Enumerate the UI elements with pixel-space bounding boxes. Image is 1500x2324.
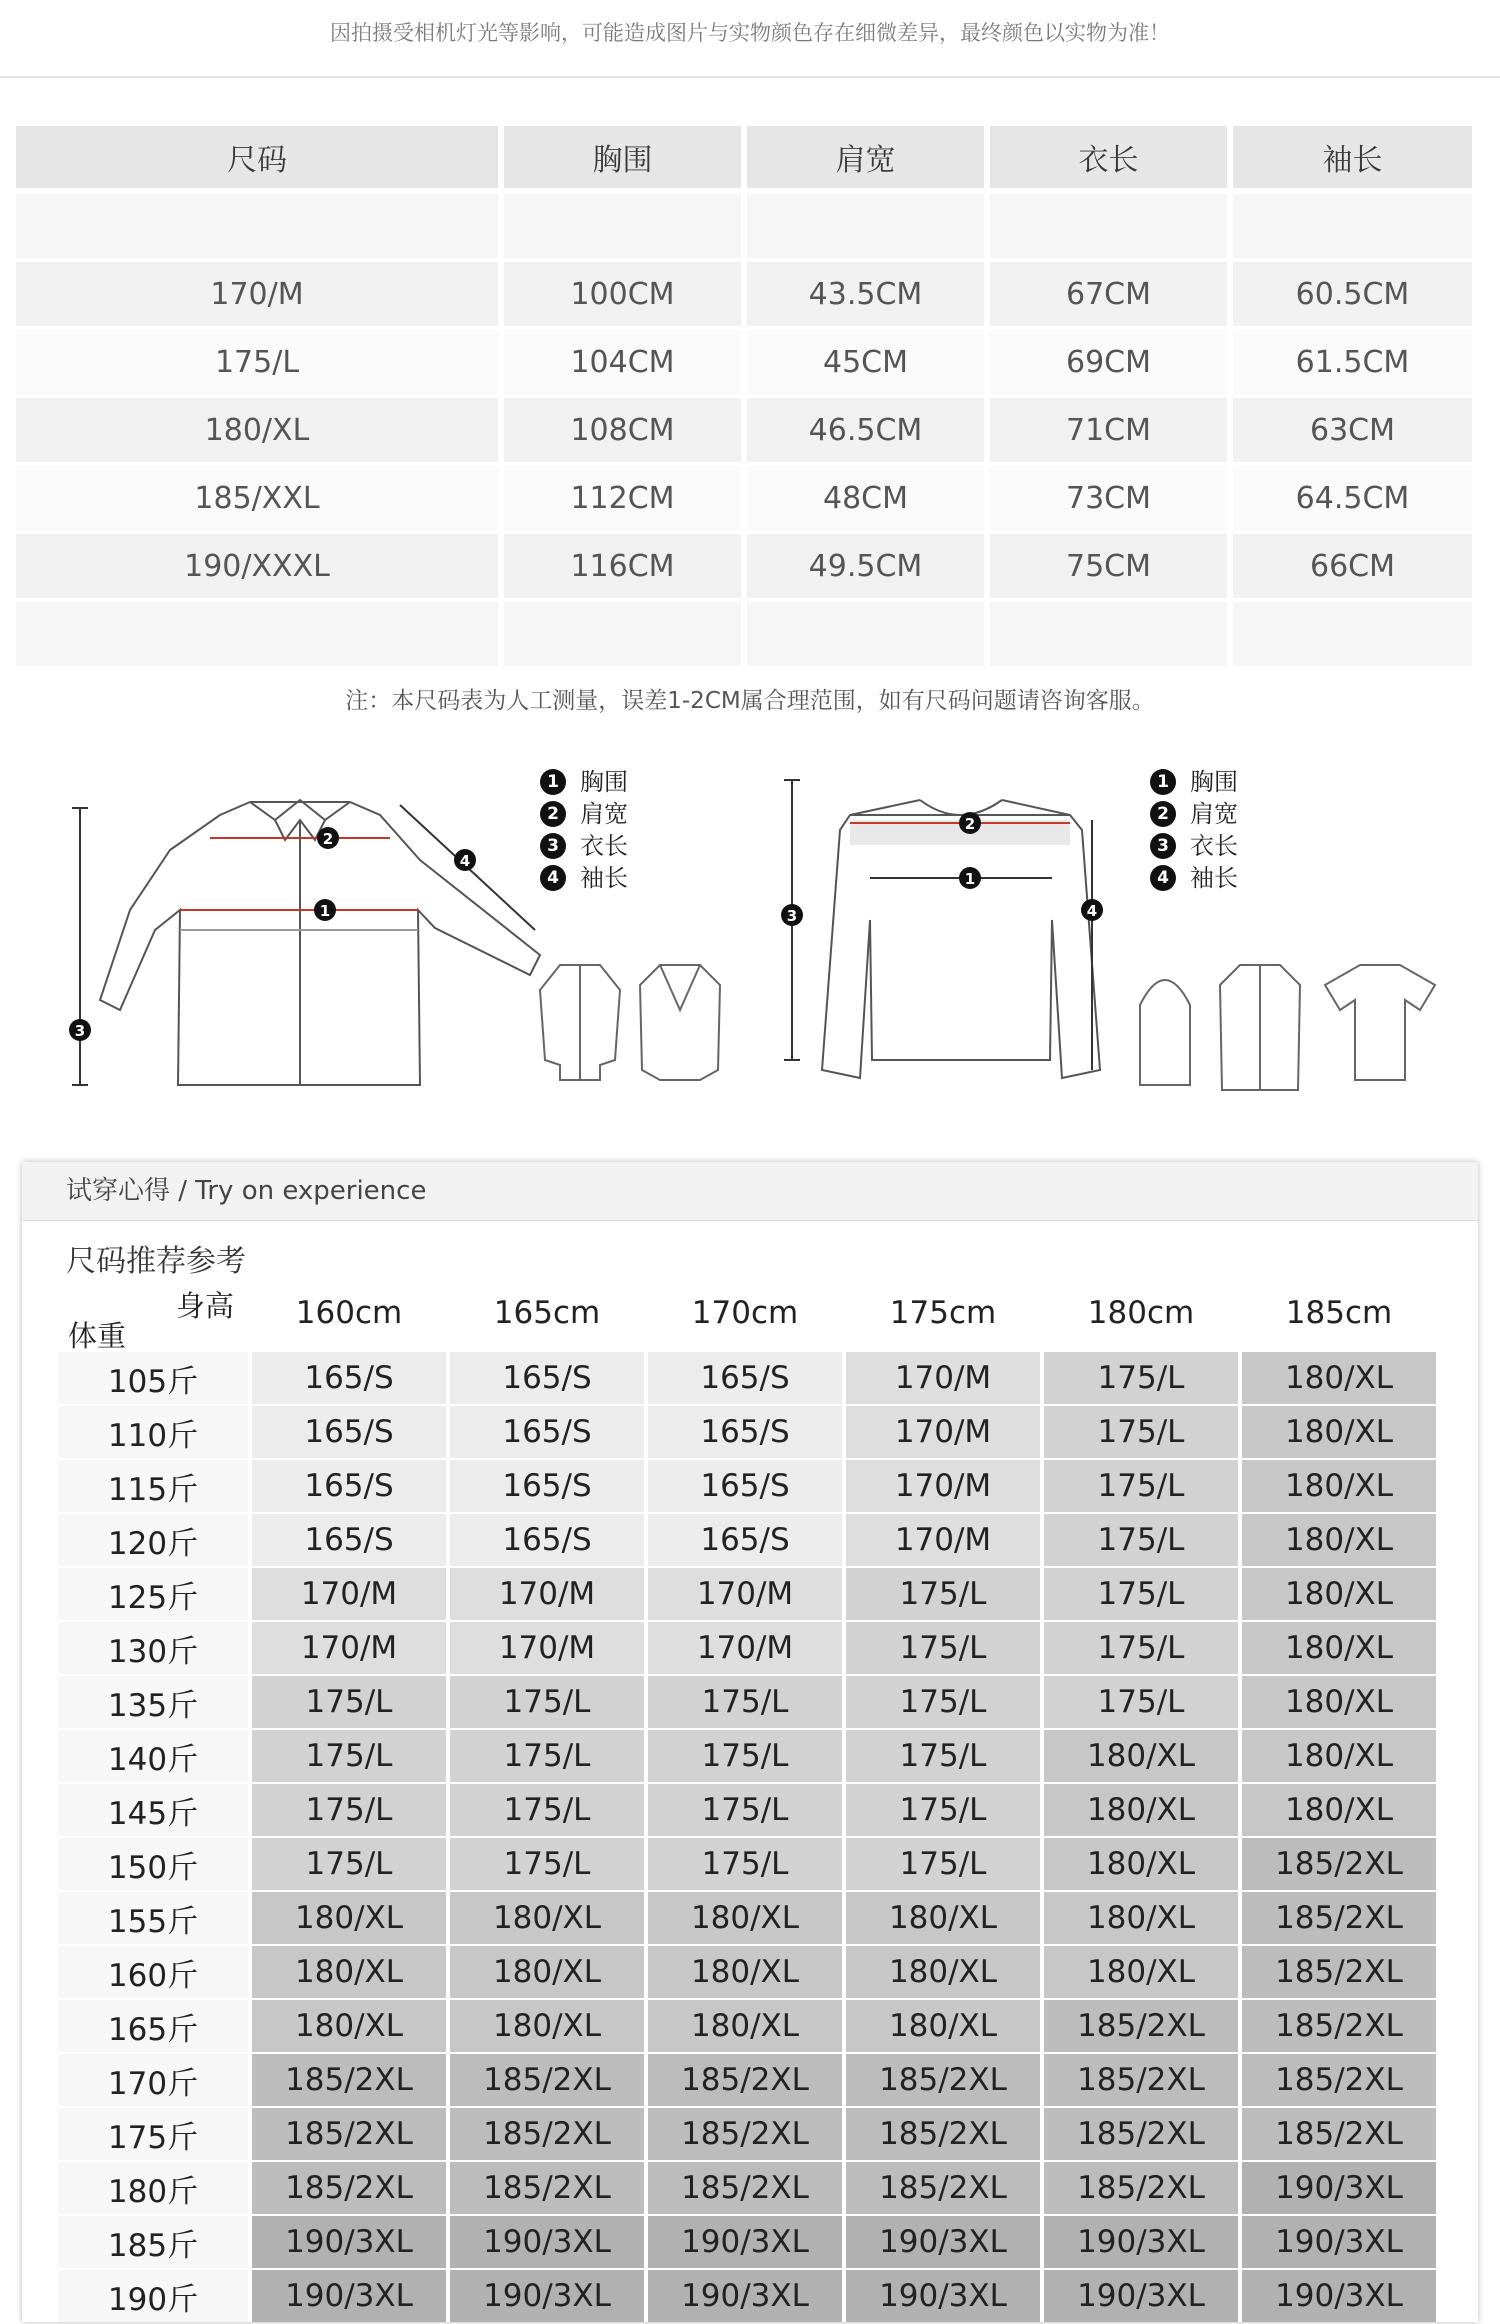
recommended-size-cell: 170/M — [846, 1514, 1040, 1566]
recommended-size-cell: 175/L — [648, 1784, 842, 1836]
recommendation-row — [58, 1568, 1440, 1620]
recommendation-row — [58, 2270, 1440, 2322]
recommended-size-cell: 180/XL — [1044, 1730, 1238, 1782]
recommended-size-cell: 180/XL — [846, 1946, 1040, 1998]
sweater-measurement-diagram — [770, 760, 1470, 1100]
recommended-size-cell: 190/3XL — [1242, 2270, 1436, 2322]
recommended-size-cell: 175/L — [846, 1676, 1040, 1728]
recommended-size-cell: 180/XL — [450, 2000, 644, 2052]
header-sleeve: 袖长 — [1233, 126, 1472, 188]
recommendation-row — [58, 2162, 1440, 2214]
recommendation-row — [58, 2054, 1440, 2106]
cell-sleeve: 60.5CM — [1233, 262, 1472, 326]
recommended-size-cell: 180/XL — [846, 2000, 1040, 2052]
marker-3: 3 — [786, 907, 798, 925]
recommended-size-cell: 175/L — [450, 1838, 644, 1890]
legend-label-shoulder: 肩宽 — [580, 800, 628, 828]
cell-chest: 104CM — [504, 330, 741, 394]
recommended-size-cell: 190/3XL — [846, 2216, 1040, 2268]
cell-size: 175/L — [16, 330, 498, 394]
blank-cell — [747, 194, 984, 258]
recommendation-row — [58, 1406, 1440, 1458]
recommended-size-cell: 165/S — [252, 1352, 446, 1404]
marker-1: 1 — [319, 902, 331, 920]
recommended-size-cell: 175/L — [1044, 1568, 1238, 1620]
recommended-size-cell: 180/XL — [450, 1946, 644, 1998]
recommended-size-cell: 185/2XL — [648, 2162, 842, 2214]
blank-cell — [504, 194, 741, 258]
recommended-size-cell: 170/M — [846, 1406, 1040, 1458]
recommended-size-cell: 175/L — [846, 1622, 1040, 1674]
recommendation-row — [58, 1460, 1440, 1512]
shirt-illustration — [60, 760, 760, 1100]
recommended-size-cell: 180/XL — [1242, 1514, 1436, 1566]
recommended-size-cell: 175/L — [648, 1838, 842, 1890]
weight-label: 160斤 — [58, 1946, 248, 1998]
recommended-size-cell: 165/S — [450, 1352, 644, 1404]
legend-label-shoulder: 肩宽 — [1190, 800, 1238, 828]
recommended-size-cell: 185/2XL — [846, 2054, 1040, 2106]
recommended-size-cell: 185/2XL — [1242, 1838, 1436, 1890]
recommended-size-cell: 170/M — [648, 1568, 842, 1620]
shirt-measurement-diagram — [60, 760, 760, 1100]
recommended-size-cell: 175/L — [1044, 1514, 1238, 1566]
recommended-size-cell: 175/L — [252, 1784, 446, 1836]
recommended-size-cell: 180/XL — [1044, 1946, 1238, 1998]
recommended-size-cell: 175/L — [846, 1568, 1040, 1620]
recommendation-grid — [58, 1280, 1440, 2324]
recommended-size-cell: 180/XL — [252, 1946, 446, 1998]
size-chart-table — [16, 126, 1484, 670]
weight-label: 110斤 — [58, 1406, 248, 1458]
recommended-size-cell: 175/L — [1044, 1460, 1238, 1512]
blank-cell — [1233, 602, 1472, 666]
legend-label-length: 衣长 — [1190, 832, 1238, 860]
recommended-size-cell: 175/L — [1044, 1352, 1238, 1404]
cell-sleeve: 63CM — [1233, 398, 1472, 462]
recommendation-row — [58, 1730, 1440, 1782]
legend-label-sleeve: 袖长 — [580, 864, 628, 892]
recommended-size-cell: 185/2XL — [1242, 1946, 1436, 1998]
sweater-legend — [1150, 766, 1238, 894]
weight-label: 175斤 — [58, 2108, 248, 2160]
cell-chest: 100CM — [504, 262, 741, 326]
recommended-size-cell: 165/S — [648, 1514, 842, 1566]
recommended-size-cell: 175/L — [1044, 1406, 1238, 1458]
recommended-size-cell: 185/2XL — [1242, 2108, 1436, 2160]
recommended-size-cell: 170/M — [252, 1568, 446, 1620]
recommended-size-cell: 165/S — [450, 1514, 644, 1566]
recommended-size-cell: 180/XL — [1242, 1406, 1436, 1458]
cell-sleeve: 61.5CM — [1233, 330, 1472, 394]
recommended-size-cell: 185/2XL — [1242, 2000, 1436, 2052]
blank-cell — [990, 602, 1227, 666]
cell-size: 180/XL — [16, 398, 498, 462]
recommended-size-cell: 175/L — [252, 1730, 446, 1782]
recommended-size-cell: 170/M — [252, 1622, 446, 1674]
blank-cell — [1233, 194, 1472, 258]
recommended-size-cell: 190/3XL — [450, 2216, 644, 2268]
cell-shoulder: 49.5CM — [747, 534, 984, 598]
grid-corner-cell — [58, 1280, 248, 1353]
legend-label-sleeve: 袖长 — [1190, 864, 1238, 892]
height-header: 165cm — [450, 1280, 644, 1346]
size-chart-blank-row — [16, 194, 1484, 258]
marker-4: 4 — [1086, 902, 1098, 920]
height-header: 180cm — [1044, 1280, 1238, 1346]
recommended-size-cell: 180/XL — [1242, 1568, 1436, 1620]
blank-cell — [747, 602, 984, 666]
recommended-size-cell: 170/M — [846, 1460, 1040, 1512]
recommended-size-cell: 175/L — [846, 1730, 1040, 1782]
section-title: 试穿心得 / Try on experience — [22, 1162, 1478, 1221]
recommended-size-cell: 185/2XL — [450, 2162, 644, 2214]
recommended-size-cell: 180/XL — [1242, 1460, 1436, 1512]
recommendation-row — [58, 2000, 1440, 2052]
recommended-size-cell: 185/2XL — [450, 2054, 644, 2106]
height-axis-label: 身高 — [176, 1289, 235, 1323]
recommended-size-cell: 180/XL — [1044, 1892, 1238, 1944]
size-chart-row — [16, 466, 1484, 530]
legend-num: 1 — [540, 769, 566, 795]
recommendation-row — [58, 1622, 1440, 1674]
weight-axis-label: 体重 — [68, 1319, 127, 1353]
recommended-size-cell: 180/XL — [252, 1892, 446, 1944]
recommended-size-cell: 175/L — [1044, 1676, 1238, 1728]
recommended-size-cell: 165/S — [450, 1460, 644, 1512]
recommended-size-cell: 175/L — [846, 1838, 1040, 1890]
recommended-size-cell: 165/S — [252, 1406, 446, 1458]
recommended-size-cell: 180/XL — [1044, 1838, 1238, 1890]
recommended-size-cell: 175/L — [1044, 1622, 1238, 1674]
weight-label: 105斤 — [58, 1352, 248, 1404]
cell-size: 190/XXXL — [16, 534, 498, 598]
recommended-size-cell: 180/XL — [648, 2000, 842, 2052]
cell-shoulder: 43.5CM — [747, 262, 984, 326]
shirt-legend — [540, 766, 628, 894]
recommendation-row — [58, 1784, 1440, 1836]
recommended-size-cell: 185/2XL — [252, 2108, 446, 2160]
recommendation-row — [58, 1946, 1440, 1998]
legend-num: 2 — [1150, 801, 1176, 827]
cell-size: 170/M — [16, 262, 498, 326]
recommended-size-cell: 185/2XL — [1044, 2162, 1238, 2214]
recommended-size-cell: 180/XL — [450, 1892, 644, 1944]
recommendation-row — [58, 1892, 1440, 1944]
weight-label: 150斤 — [58, 1838, 248, 1890]
height-header: 185cm — [1242, 1280, 1436, 1346]
recommended-size-cell: 190/3XL — [252, 2270, 446, 2322]
recommended-size-cell: 190/3XL — [1242, 2216, 1436, 2268]
recommended-size-cell: 185/2XL — [648, 2108, 842, 2160]
recommended-size-cell: 190/3XL — [1242, 2162, 1436, 2214]
recommended-size-cell: 190/3XL — [252, 2216, 446, 2268]
recommendation-row — [58, 2108, 1440, 2160]
legend-num: 4 — [540, 865, 566, 891]
marker-4: 4 — [459, 852, 471, 870]
recommended-size-cell: 170/M — [846, 1352, 1040, 1404]
recommendation-row — [58, 1514, 1440, 1566]
recommended-size-cell: 180/XL — [846, 1892, 1040, 1944]
recommended-size-cell: 190/3XL — [846, 2270, 1040, 2322]
recommended-size-cell: 175/L — [252, 1676, 446, 1728]
recommended-size-cell: 165/S — [648, 1352, 842, 1404]
recommended-size-cell: 180/XL — [648, 1946, 842, 1998]
color-disclaimer: 因拍摄受相机灯光等影响，可能造成图片与实物颜色存在细微差异，最终颜色以实物为准！ — [0, 0, 1500, 78]
recommended-size-cell: 180/XL — [252, 2000, 446, 2052]
size-chart-row — [16, 398, 1484, 462]
cell-sleeve: 64.5CM — [1233, 466, 1472, 530]
recommendation-row — [58, 2216, 1440, 2268]
marker-2: 2 — [964, 815, 976, 833]
size-recommendation-panel — [22, 1162, 1478, 2322]
legend-num: 1 — [1150, 769, 1176, 795]
weight-label: 130斤 — [58, 1622, 248, 1674]
recommended-size-cell: 185/2XL — [252, 2054, 446, 2106]
recommended-size-cell: 185/2XL — [1044, 2054, 1238, 2106]
recommended-size-cell: 165/S — [648, 1460, 842, 1512]
recommended-size-cell: 185/2XL — [252, 2162, 446, 2214]
recommended-size-cell: 185/2XL — [846, 2108, 1040, 2160]
recommended-size-cell: 175/L — [450, 1730, 644, 1782]
legend-label-length: 衣长 — [580, 832, 628, 860]
recommended-size-cell: 175/L — [450, 1784, 644, 1836]
size-chart-row — [16, 534, 1484, 598]
recommended-size-cell: 175/L — [450, 1676, 644, 1728]
size-chart-row — [16, 330, 1484, 394]
marker-1: 1 — [964, 870, 976, 888]
recommended-size-cell: 180/XL — [1242, 1676, 1436, 1728]
blank-cell — [504, 602, 741, 666]
cell-length: 71CM — [990, 398, 1227, 462]
header-size: 尺码 — [16, 126, 498, 188]
recommended-size-cell: 165/S — [450, 1406, 644, 1458]
recommended-size-cell: 180/XL — [1044, 1784, 1238, 1836]
cell-size: 185/XXL — [16, 466, 498, 530]
recommended-size-cell: 190/3XL — [1044, 2216, 1238, 2268]
cell-length: 69CM — [990, 330, 1227, 394]
recommended-size-cell: 175/L — [648, 1730, 842, 1782]
weight-label: 115斤 — [58, 1460, 248, 1512]
recommended-size-cell: 185/2XL — [846, 2162, 1040, 2214]
header-chest: 胸围 — [504, 126, 741, 188]
recommended-size-cell: 165/S — [252, 1460, 446, 1512]
header-shoulder: 肩宽 — [747, 126, 984, 188]
recommendation-row — [58, 1676, 1440, 1728]
weight-label: 180斤 — [58, 2162, 248, 2214]
recommended-size-cell: 180/XL — [1242, 1352, 1436, 1404]
cell-chest: 116CM — [504, 534, 741, 598]
recommended-size-cell: 185/2XL — [1044, 2108, 1238, 2160]
recommended-size-cell: 190/3XL — [648, 2216, 842, 2268]
sweater-illustration — [770, 760, 1470, 1100]
recommended-size-cell: 185/2XL — [648, 2054, 842, 2106]
weight-label: 190斤 — [58, 2270, 248, 2322]
weight-label: 170斤 — [58, 2054, 248, 2106]
recommended-size-cell: 180/XL — [648, 1892, 842, 1944]
marker-3: 3 — [74, 1022, 86, 1040]
recommended-size-cell: 180/XL — [1242, 1730, 1436, 1782]
blank-cell — [16, 602, 498, 666]
grid-header-row — [58, 1280, 1440, 1353]
recommended-size-cell: 170/M — [450, 1622, 644, 1674]
cell-shoulder: 45CM — [747, 330, 984, 394]
weight-label: 120斤 — [58, 1514, 248, 1566]
legend-label-chest: 胸围 — [580, 768, 628, 796]
header-length: 衣长 — [990, 126, 1227, 188]
weight-label: 155斤 — [58, 1892, 248, 1944]
weight-label: 140斤 — [58, 1730, 248, 1782]
cell-shoulder: 48CM — [747, 466, 984, 530]
marker-2: 2 — [322, 830, 334, 848]
legend-label-chest: 胸围 — [1190, 768, 1238, 796]
size-chart-note: 注：本尺码表为人工测量，误差1-2CM属合理范围，如有尺码问题请咨询客服。 — [345, 688, 1155, 714]
weight-label: 165斤 — [58, 2000, 248, 2052]
recommended-size-cell: 175/L — [252, 1838, 446, 1890]
size-chart-blank-row — [16, 602, 1484, 666]
cell-length: 75CM — [990, 534, 1227, 598]
cell-shoulder: 46.5CM — [747, 398, 984, 462]
recommended-size-cell: 185/2XL — [1242, 1892, 1436, 1944]
weight-label: 125斤 — [58, 1568, 248, 1620]
recommended-size-cell: 165/S — [252, 1514, 446, 1566]
recommended-size-cell: 170/M — [450, 1568, 644, 1620]
size-chart-row — [16, 262, 1484, 326]
recommended-size-cell: 185/2XL — [1044, 2000, 1238, 2052]
recommended-size-cell: 190/3XL — [1044, 2270, 1238, 2322]
recommended-size-cell: 175/L — [846, 1784, 1040, 1836]
height-header: 175cm — [846, 1280, 1040, 1346]
legend-num: 3 — [540, 833, 566, 859]
height-header: 170cm — [648, 1280, 842, 1346]
legend-num: 4 — [1150, 865, 1176, 891]
recommended-size-cell: 185/2XL — [450, 2108, 644, 2160]
recommended-size-cell: 175/L — [648, 1676, 842, 1728]
recommended-size-cell: 165/S — [648, 1406, 842, 1458]
weight-label: 135斤 — [58, 1676, 248, 1728]
cell-length: 73CM — [990, 466, 1227, 530]
recommended-size-cell: 190/3XL — [450, 2270, 644, 2322]
legend-num: 2 — [540, 801, 566, 827]
recommended-size-cell: 180/XL — [1242, 1622, 1436, 1674]
legend-num: 3 — [1150, 833, 1176, 859]
cell-chest: 112CM — [504, 466, 741, 530]
cell-length: 67CM — [990, 262, 1227, 326]
recommended-size-cell: 180/XL — [1242, 1784, 1436, 1836]
recommended-size-cell: 190/3XL — [648, 2270, 842, 2322]
blank-cell — [16, 194, 498, 258]
cell-sleeve: 66CM — [1233, 534, 1472, 598]
recommendation-row — [58, 1838, 1440, 1890]
blank-cell — [990, 194, 1227, 258]
cell-chest: 108CM — [504, 398, 741, 462]
recommended-size-cell: 185/2XL — [1242, 2054, 1436, 2106]
section-subtitle: 尺码推荐参考 — [66, 1244, 246, 1279]
height-header: 160cm — [252, 1280, 446, 1346]
weight-label: 185斤 — [58, 2216, 248, 2268]
recommendation-row — [58, 1352, 1440, 1404]
weight-label: 145斤 — [58, 1784, 248, 1836]
size-chart-header-row — [16, 126, 1484, 190]
recommended-size-cell: 170/M — [648, 1622, 842, 1674]
